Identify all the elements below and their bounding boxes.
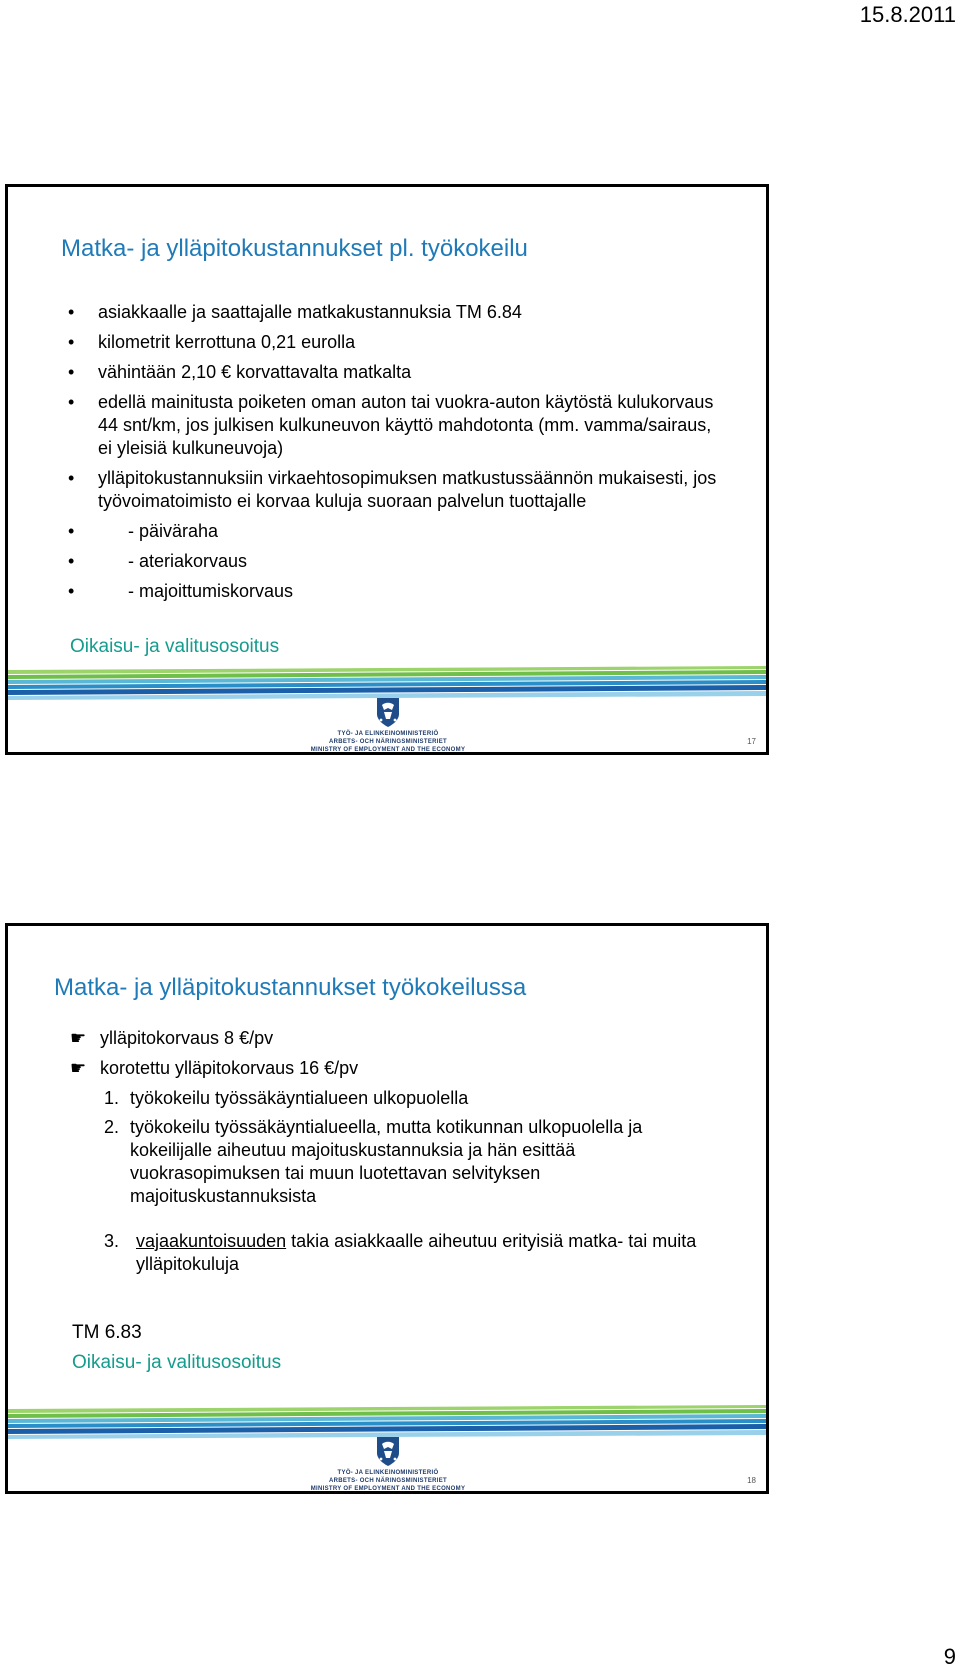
slide-footer	[8, 666, 766, 752]
footer-stripes	[8, 666, 766, 700]
list-item: • vähintään 2,10 € korvattavalta matkalta	[68, 362, 412, 382]
bullet-dot: •	[68, 551, 75, 571]
pointing-hand-icon: ☛	[70, 1028, 87, 1048]
ministry-logo	[298, 696, 478, 754]
list-item: • kilometrit kerrottuna 0,21 eurolla	[68, 332, 356, 352]
list-item: 2. työkokeilu työssäkäyntialueella, mutta kotikunnan ulkopuolella ja kokeilijalle aiheutuu majoituskustannuksia ja hän esittää vuokrasopimuksen tai muun luotettavan selvityksen majoituskustannuksista	[104, 1117, 643, 1206]
coat-of-arms-icon	[375, 696, 401, 728]
document-date: 15.8.2011	[859, 2, 956, 27]
ministry-name-en: MINISTRY OF EMPLOYMENT AND THE ECONOMY	[310, 747, 466, 753]
list-item: ☛ korotettu ylläpitokorvaus 16 €/pv	[70, 1058, 359, 1078]
ministry-name-fi: TYÖ- JA ELINKEINOMINISTERIÖ	[337, 1470, 439, 1476]
slide-title: Matka- ja ylläpitokustannukset pl. työkokeilu	[61, 235, 528, 262]
coat-of-arms-icon	[375, 1435, 401, 1467]
ministry-name-fi: TYÖ- JA ELINKEINOMINISTERIÖ	[337, 731, 439, 737]
list-item: • asiakkaalle ja saattajalle matkakustannuksia TM 6.84	[68, 302, 522, 322]
list-item: 1. työkokeilu työssäkäyntialueen ulkopuolella	[104, 1088, 469, 1108]
reference-code: TM 6.83	[72, 1322, 142, 1343]
slide-18	[5, 923, 769, 1494]
ministry-name-en: MINISTRY OF EMPLOYMENT AND THE ECONOMY	[310, 1486, 466, 1492]
bullet-dot: •	[68, 468, 75, 488]
slide-number: 18	[747, 1476, 756, 1485]
ministry-name-sv: ARBETS- OCH NÄRINGSMINISTERIET	[328, 739, 447, 745]
pointing-hand-icon: ☛	[70, 1058, 87, 1078]
bullet-dot: •	[68, 362, 75, 382]
slide-title: Matka- ja ylläpitokustannukset työkokeilussa	[54, 974, 527, 1001]
sub-list-item: • - päiväraha	[68, 521, 219, 541]
bullet-dot: •	[68, 581, 75, 601]
ministry-name-sv: ARBETS- OCH NÄRINGSMINISTERIET	[328, 1478, 447, 1484]
bullet-list	[68, 301, 718, 610]
bullet-dot: •	[68, 302, 75, 322]
bullet-dot: •	[68, 521, 75, 541]
appeal-instructions-link[interactable]: Oikaisu- ja valitusosoitus	[70, 636, 280, 657]
numbered-list	[104, 1087, 724, 1282]
sub-list-item: • - ateriakorvaus	[68, 551, 248, 571]
slide-number: 17	[747, 737, 756, 746]
hand-bullet-list	[70, 1027, 720, 1087]
bullet-dot: •	[68, 392, 75, 412]
slide-17	[5, 184, 769, 755]
list-item: ☛ ylläpitokorvaus 8 €/pv	[70, 1028, 274, 1048]
slide-footer	[8, 1405, 766, 1491]
page-number: 9	[943, 1644, 956, 1669]
sub-list-item: • - majoittumiskorvaus	[68, 581, 294, 601]
bullet-dot: •	[68, 332, 75, 352]
footer-stripes	[8, 1405, 766, 1439]
list-item: • edellä mainitusta poiketen oman auton tai vuokra-auton käytöstä kulukorvaus 44 snt/km, jos julkisen kulkuneuvon käyttö mahdotonta (mm. vamma/sairaus, ei yleisiä kulkuneuvoja)	[68, 392, 714, 458]
ministry-logo	[298, 1435, 478, 1493]
list-item: • ylläpitokustannuksiin virkaehtosopimuksen matkustussäännön mukaisesti, jos työvoimatoimisto ei korvaa kuluja suoraan palvelun tuottajalle	[68, 468, 717, 511]
appeal-instructions-link[interactable]: Oikaisu- ja valitusosoitus	[72, 1352, 282, 1373]
list-item: 3. vajaakuntoisuuden takia asiakkaalle aiheutuu erityisiä matka- tai muita ylläpitokuluja	[104, 1231, 697, 1274]
